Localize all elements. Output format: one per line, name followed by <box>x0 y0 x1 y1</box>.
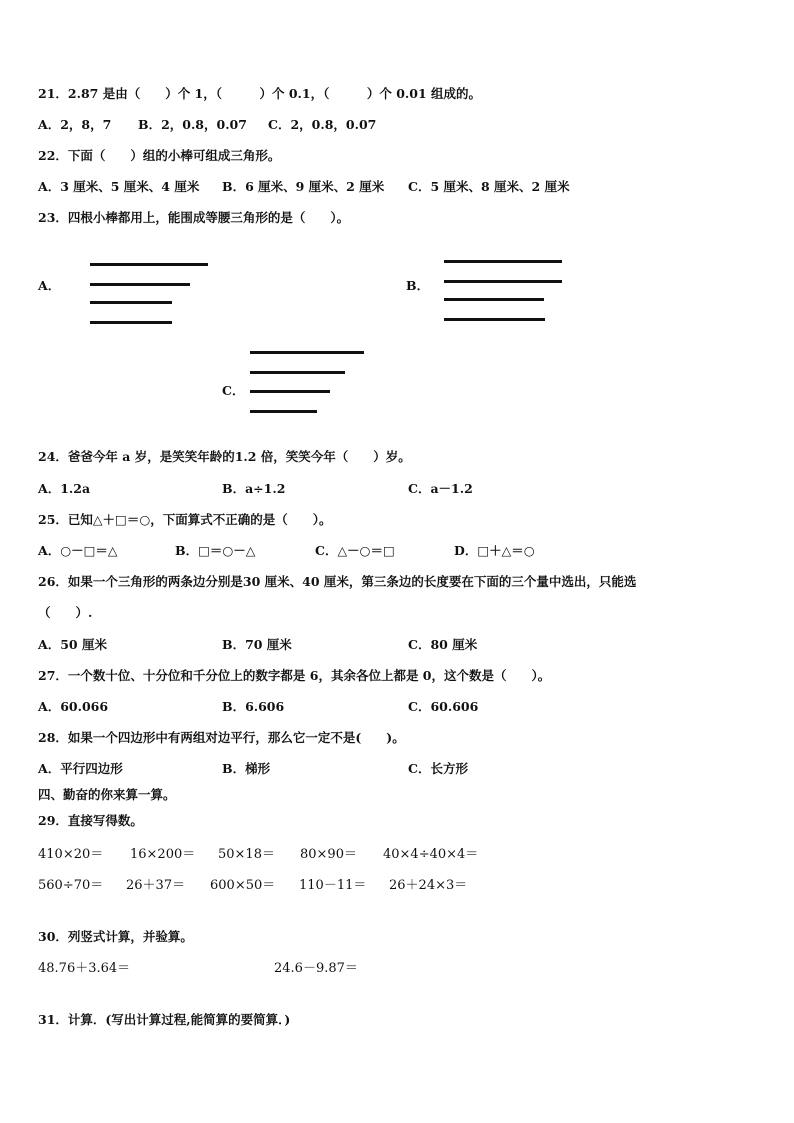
q23-label-c: C． <box>222 383 245 398</box>
stick <box>90 263 208 266</box>
q29-expr: 410×20＝ <box>38 847 104 862</box>
q27-option-a: A．60.066 <box>38 699 109 714</box>
q29-stem: 29．直接写得数。 <box>38 813 143 828</box>
q26-option-c: C．80 厘米 <box>408 637 478 652</box>
q26-option-b: B．70 厘米 <box>222 637 292 652</box>
q22-option-b: B．6 厘米、9 厘米、2 厘米 <box>222 179 385 194</box>
q25-stem: 25．已知△＋□＝○，下面算式不正确的是（ ）。 <box>38 512 332 527</box>
stick <box>90 283 190 286</box>
stick <box>250 351 364 354</box>
q30-expr-2: 24.6－9.87＝ <box>274 961 358 976</box>
q24-option-b: B．a÷1.2 <box>222 481 286 496</box>
q24-stem: 24．爸爸今年 a 岁，是笑笑年龄的1.2 倍，笑笑今年（ ）岁。 <box>38 449 411 464</box>
q29-expr: 50×18＝ <box>218 847 275 862</box>
q29-expr: 560÷70＝ <box>38 878 104 893</box>
q22-option-a: A．3 厘米、5 厘米、4 厘米 <box>38 179 200 194</box>
q21-option-b: B．2，0.8，0.07 <box>138 117 247 132</box>
q29-expr: 80×90＝ <box>300 847 357 862</box>
q25-option-a: A．○－□＝△ <box>38 543 118 558</box>
q29-expr: 16×200＝ <box>130 847 196 862</box>
stick <box>90 321 172 324</box>
q24-option-a: A．1.2a <box>38 481 91 496</box>
q25-option-d: D．□＋△＝○ <box>454 543 535 558</box>
q27-option-b: B．6.606 <box>222 699 285 714</box>
q29-expr: 26＋24×3＝ <box>389 878 468 893</box>
q24-option-c: C．a－1.2 <box>408 481 473 496</box>
q26-stem-cont: （ ）. <box>38 605 93 620</box>
stick <box>90 301 172 304</box>
stick <box>444 318 545 321</box>
stick <box>444 280 562 283</box>
stick <box>250 371 345 374</box>
q25-option-b: B．□＝○－△ <box>175 543 256 558</box>
q23-label-a: A． <box>38 278 61 293</box>
q23-stem: 23．四根小棒都用上，能围成等腰三角形的是（ ）。 <box>38 210 350 225</box>
q29-expr: 26＋37＝ <box>126 878 186 893</box>
q27-stem: 27．一个数十位、十分位和千分位上的数字都是 6，其余各位上都是 0，这个数是（ ）。 <box>38 668 551 683</box>
q22-stem: 22．下面（ ）组的小棒可组成三角形。 <box>38 148 281 163</box>
q31-stem: 31．计算．(写出计算过程,能简算的要简算．) <box>38 1012 291 1027</box>
q29-expr: 600×50＝ <box>210 878 276 893</box>
q30-expr-1: 48.76＋3.64＝ <box>38 961 131 976</box>
q28-option-a: A．平行四边形 <box>38 761 123 776</box>
q26-stem: 26．如果一个三角形的两条边分别是30 厘米、40 厘米，第三条边的长度要在下面的三个量中选出，只能选 <box>38 574 637 589</box>
q30-stem: 30．列竖式计算，并验算。 <box>38 929 193 944</box>
q28-option-c: C．长方形 <box>408 761 468 776</box>
q22-option-c: C．5 厘米、8 厘米、2 厘米 <box>408 179 570 194</box>
stick <box>444 260 562 263</box>
q27-option-c: C．60.606 <box>408 699 479 714</box>
q21-option-c: C．2，0.8，0.07 <box>268 117 377 132</box>
stick <box>250 390 330 393</box>
q29-expr: 110－11＝ <box>299 878 367 893</box>
stick <box>250 410 317 413</box>
q25-option-c: C．△－○＝□ <box>315 543 395 558</box>
q29-expr: 40×4÷40×4＝ <box>383 847 479 862</box>
section-four-heading: 四、勤奋的你来算一算。 <box>38 787 176 802</box>
q21-option-a: A．2，8，7 <box>38 117 112 132</box>
q21-stem: 21．2.87 是由（ ）个 1，（ ）个 0.1，（ ）个 0.01 组成的。 <box>38 86 481 101</box>
q23-label-b: B． <box>406 278 430 293</box>
q28-stem: 28．如果一个四边形中有两组对边平行，那么它一定不是( )。 <box>38 730 405 745</box>
stick <box>444 298 544 301</box>
q26-option-a: A．50 厘米 <box>38 637 107 652</box>
q28-option-b: B．梯形 <box>222 761 271 776</box>
